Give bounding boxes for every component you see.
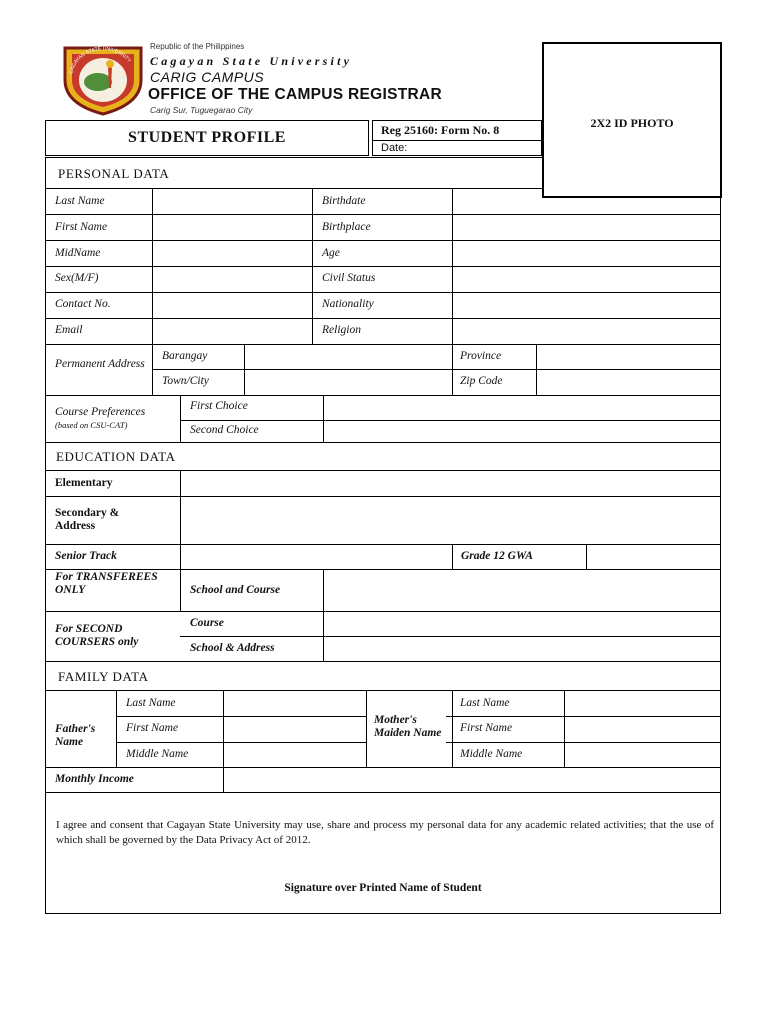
zip-code-label: Zip Code [460,375,503,387]
school-course-label: School and Course [190,584,281,596]
father-middle-name-field[interactable] [224,743,365,766]
civil-status-field[interactable] [453,267,719,291]
father-first-name-field[interactable] [224,717,365,741]
birthdate-label: Birthdate [322,195,366,207]
first-name-field[interactable] [153,215,311,239]
school-address-field[interactable] [324,637,719,660]
mother-middle-name-label: Middle Name [460,748,523,760]
age-field[interactable] [453,241,719,265]
reg-number: Reg 25160: Form No. 8 [381,123,500,137]
last-name-label: Last Name [55,195,105,207]
email-field[interactable] [153,319,311,343]
secondary-field[interactable] [181,497,719,543]
university-logo [60,44,146,116]
contact-field[interactable] [153,293,311,317]
elementary-label: Elementary [55,477,113,489]
midname-label: MidName [55,247,101,259]
family-data-heading: FAMILY DATA [58,669,149,684]
mother-maiden-name-label: Mother's Maiden Name [374,714,442,739]
monthly-income-label: Monthly Income [55,773,134,785]
civil-status-label: Civil Status [322,272,376,284]
father-first-name-label: First Name [126,722,179,734]
mother-middle-name-field[interactable] [565,743,719,766]
second-coursers-label: For SECOND COURSERS only [55,623,139,648]
religion-field[interactable] [453,319,719,343]
birthplace-label: Birthplace [322,221,371,233]
gwa-field[interactable] [587,545,719,568]
secondary-label: Secondary & Address [55,507,120,532]
personal-data-heading: PERSONAL DATA [58,166,170,181]
father-middle-name-label: Middle Name [126,748,189,760]
form-title: STUDENT PROFILE [45,120,369,156]
permanent-address-label: Permanent Address [55,358,145,370]
father-name-label: Father's Name [55,723,96,748]
sex-field[interactable] [153,267,311,291]
first-choice-field[interactable] [324,396,719,419]
school-address-label: School & Address [190,642,275,654]
barangay-label: Barangay [162,350,208,362]
date-label: Date: [381,142,408,154]
mother-first-name-label: First Name [460,722,513,734]
last-name-field[interactable] [153,189,311,213]
id-photo-box [542,42,722,198]
mother-last-name-field[interactable] [565,691,719,715]
first-choice-label: First Choice [190,400,248,412]
barangay-field[interactable] [245,345,451,368]
birthplace-field[interactable] [453,215,719,239]
religion-label: Religion [322,324,361,336]
campus-name: CARIG CAMPUS [150,69,265,85]
university-name: Cagayan State University [150,54,353,68]
id-photo-label: 2X2 ID PHOTO [590,116,674,130]
signature-label: Signature over Printed Name of Student [284,882,482,894]
course-preferences-note: (based on CSU-CAT) [55,420,128,430]
sex-label: Sex(M/F) [55,272,99,284]
mother-first-name-field[interactable] [565,717,719,741]
transferees-label: For TRANSFEREES ONLY [55,571,158,596]
father-last-name-label: Last Name [126,697,176,709]
course-label: Course [190,617,224,629]
email-label: Email [55,324,83,336]
office-name: OFFICE OF THE CAMPUS REGISTRAR [148,86,443,103]
midname-field[interactable] [153,241,311,265]
office-address: Carig Sur, Tuguegarao City [150,105,253,115]
reg-box [372,120,542,156]
elementary-field[interactable] [181,471,719,495]
student-profile-form [45,157,721,914]
contact-label: Contact No. [55,298,111,310]
school-course-field[interactable] [324,570,719,610]
nationality-field[interactable] [453,293,719,317]
education-data-heading: EDUCATION DATA [56,449,176,464]
town-city-label: Town/City [162,375,209,387]
second-choice-field[interactable] [324,421,719,441]
senior-track-field[interactable] [181,545,451,568]
province-label: Province [460,350,502,362]
second-choice-label: Second Choice [190,424,259,436]
zip-code-field[interactable] [537,370,719,394]
province-field[interactable] [537,345,719,368]
republic-label: Republic of the Philippines [150,42,245,51]
senior-track-label: Senior Track [55,550,117,562]
age-label: Age [322,247,340,259]
nationality-label: Nationality [322,298,374,310]
first-name-label: First Name [55,221,108,233]
gwa-label: Grade 12 GWA [461,550,533,562]
consent-statement: I agree and consent that Cagayan State University may use, share and process my personal data for any academic related activities; that the use of which shall be governed by the Data Privacy Act of 2012. [56,819,714,846]
logo-lettering: CAGAYAN STATE UNIVERSITY [68,45,132,75]
town-city-field[interactable] [245,370,451,394]
father-last-name-field[interactable] [224,691,365,715]
monthly-income-field[interactable] [224,768,719,791]
course-field[interactable] [324,612,719,635]
course-preferences-label: Course Preferences [55,406,146,418]
mother-last-name-label: Last Name [460,697,510,709]
